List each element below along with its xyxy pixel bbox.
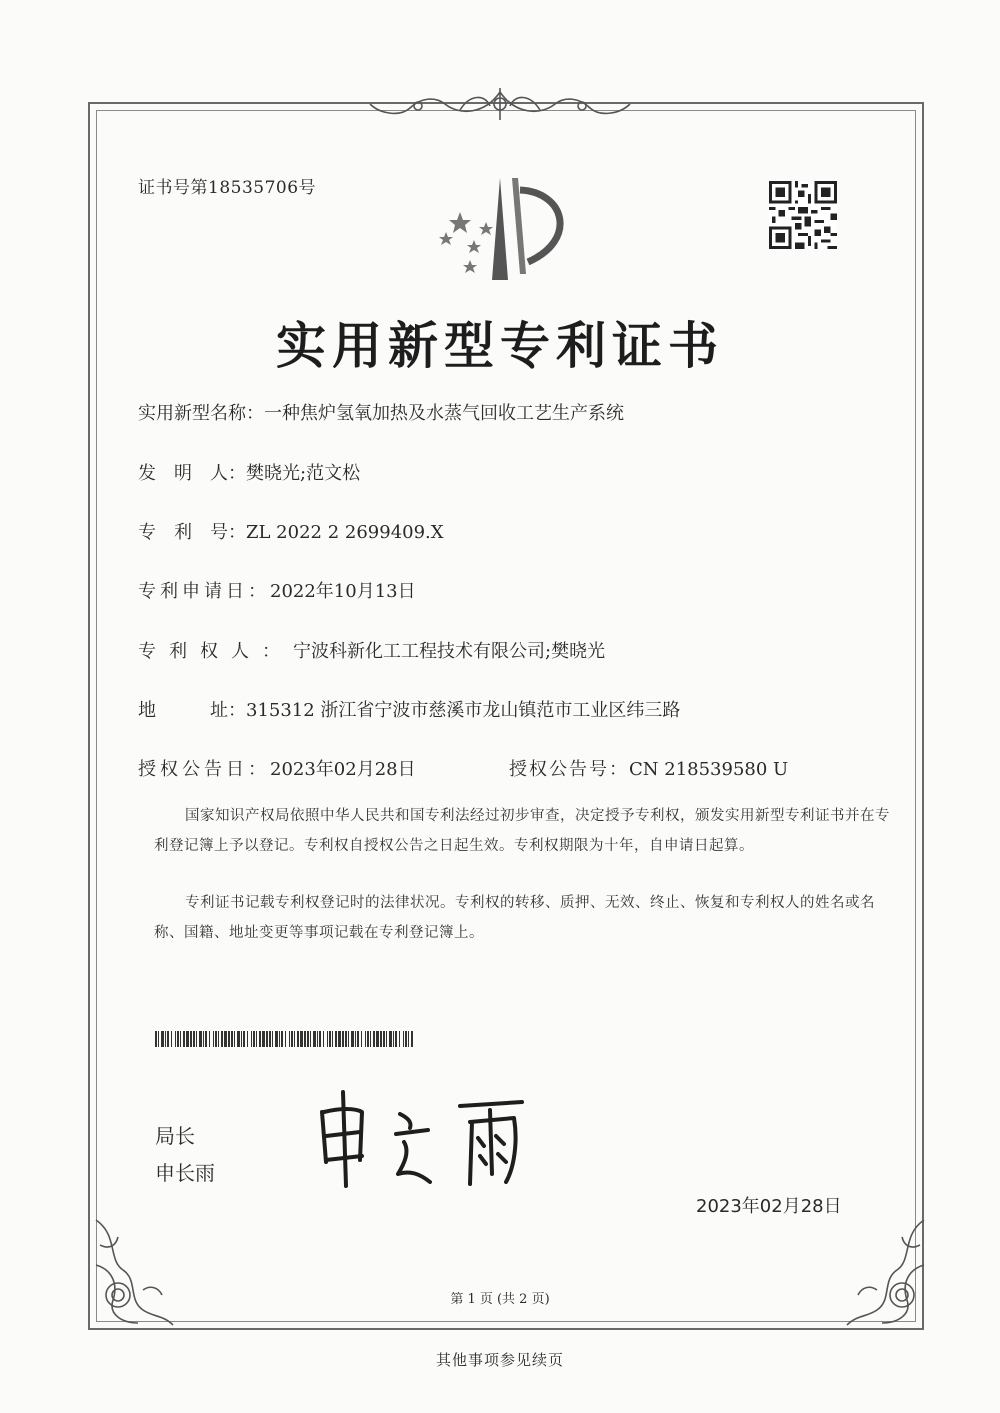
field-value: 315312 浙江省宁波市慈溪市龙山镇范市工业区纬三路	[246, 700, 681, 721]
field-address	[138, 696, 680, 722]
field-label: 授权公告日：	[138, 759, 270, 780]
bottom-right-ornament	[842, 1215, 932, 1330]
field-label: 实用新型名称：	[138, 403, 264, 424]
field-grant-number	[509, 755, 788, 781]
field-value: 一种焦炉氢氧加热及水蒸气回收工艺生产系统	[264, 403, 624, 424]
field-patentee	[138, 637, 605, 663]
issue-date: 2023年02月28日	[696, 1196, 842, 1217]
director-signature	[300, 1082, 540, 1192]
field-label: 专利申请日：	[138, 581, 270, 602]
field-value: ZL 2022 2 2699409.X	[246, 522, 444, 543]
field-inventor	[138, 459, 360, 485]
top-ornament	[350, 84, 650, 124]
field-patent-number	[138, 518, 444, 544]
field-label: 专利权人：	[138, 641, 293, 662]
page-number: 第 1 页 (共 2 页)	[450, 1292, 550, 1307]
qr-code-icon	[766, 181, 840, 249]
field-label: 发 明 人：	[138, 463, 246, 484]
certificate-number: 证书号第18535706号	[138, 178, 317, 198]
field-value: 2022年10月13日	[270, 581, 416, 602]
field-value: 2023年02月28日	[270, 759, 416, 780]
field-filing-date	[138, 577, 416, 603]
field-utility-model-name	[138, 399, 624, 425]
field-value: 宁波科新化工工程技术有限公司;樊晓光	[293, 641, 606, 662]
field-label: 授权公告号：	[509, 759, 629, 780]
continued-note: 其他事项参见续页	[435, 1351, 564, 1369]
barcode-icon	[155, 1031, 415, 1047]
notice-paragraph: 国家知识产权局依照中华人民共和国专利法经过初步审查，决定授予专利权，颁发实用新型专利证书并在专利登记簿上予以登记。专利权自授权公告之日起生效。专利权期限为十年，自申请日起算。	[154, 808, 890, 854]
director-title: 局长	[155, 1124, 195, 1148]
field-label: 地 址：	[138, 700, 246, 721]
field-label: 专 利 号：	[138, 522, 246, 543]
patent-office-emblem-icon	[430, 170, 580, 290]
notice-paragraph: 专利证书记载专利权登记时的法律状况。专利权的转移、质押、无效、终止、恢复和专利权人的姓名或名称、国籍、地址变更等事项记载在专利登记簿上。	[154, 895, 875, 941]
field-value: CN 218539580 U	[629, 759, 789, 780]
field-grant-date	[138, 755, 416, 781]
field-value: 樊晓光;范文松	[246, 463, 361, 484]
bottom-left-ornament	[88, 1215, 178, 1330]
page-title: 实用新型专利证书	[276, 317, 724, 375]
director-name: 申长雨	[155, 1161, 215, 1185]
